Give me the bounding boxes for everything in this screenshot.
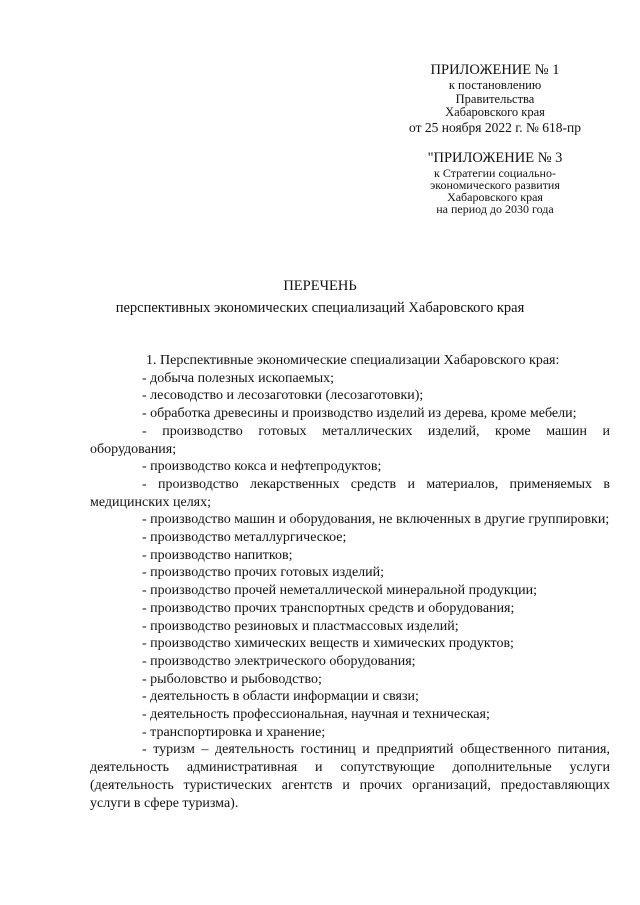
list-item: - производство химических веществ и химических продуктов; [142, 636, 514, 652]
specializations-list [90, 352, 610, 812]
list-item: - производство прочей неметаллической минеральной продукции; [142, 583, 538, 599]
list-item: - туризм – деятельность гостиниц и предприятий общественного питания, деятельность административная и сопутствующие дополнительные услуги (деятельность туристических агентств и прочих организаций, предоставляющих услуги в сфере туризма). [90, 742, 610, 811]
document-subtitle: перспективных экономических специализаций Хабаровского края [115, 300, 525, 316]
list-item: - производство машин и оборудования, не включенных в другие группировки; [142, 512, 610, 528]
list-heading: 1. Перспективные экономические специализации Хабаровского края: [146, 353, 560, 368]
list-item: - лесоводство и лесозаготовки (лесозаготовки); [142, 388, 424, 404]
list-item: - обработка древесины и производство изделий из дерева, кроме мебели; [142, 406, 577, 422]
appendix-3-title: "ПРИЛОЖЕНИЕ № 3 [427, 150, 563, 166]
appendix-1-title: ПРИЛОЖЕНИЕ № 1 [430, 62, 560, 78]
appendix-3-line: Хабаровского края [447, 190, 543, 204]
list-item: - производство кокса и нефтепродуктов; [142, 459, 382, 475]
appendix-1-line: Правительства [455, 91, 535, 106]
list-item: - деятельность в области информации и связи; [142, 689, 419, 705]
appendix-3-line: на период до 2030 года [436, 202, 554, 216]
appendix-1-date-line: от 25 ноября 2022 г. № 618-пр [409, 119, 581, 135]
list-item: - производство лекарственных средств и материалов, применяемых в медицинских целях; [90, 476, 610, 510]
appendix-3-line: экономического развития [430, 178, 560, 192]
document-title: ПЕРЕЧЕНЬ [283, 278, 357, 294]
list-item: - добыча полезных ископаемых; [142, 370, 335, 386]
appendix-1-block [380, 62, 610, 136]
appendix-3-block [380, 150, 610, 215]
list-item: - производство прочих транспортных средств и оборудования; [142, 600, 515, 616]
list-item: - деятельность профессиональная, научная и техническая; [142, 707, 490, 723]
list-item: - производство электрического оборудования; [142, 653, 416, 669]
appendix-3-line: к Стратегии социально- [434, 166, 556, 180]
list-item: - производство металлургическое; [142, 530, 347, 546]
appendix-1-line: к постановлению [448, 78, 542, 92]
list-item: - рыболовство и рыбоводство; [142, 671, 322, 687]
list-item: - производство резиновых и пластмассовых изделий; [142, 618, 459, 634]
list-item: - производство готовых металлических изделий, кроме машин и оборудования; [90, 423, 610, 457]
appendix-1-line: Хабаровского края [445, 105, 545, 119]
list-item: - производство прочих готовых изделий; [142, 565, 385, 581]
list-item: - производство напитков; [142, 547, 293, 563]
list-item: - транспортировка и хранение; [142, 724, 326, 740]
